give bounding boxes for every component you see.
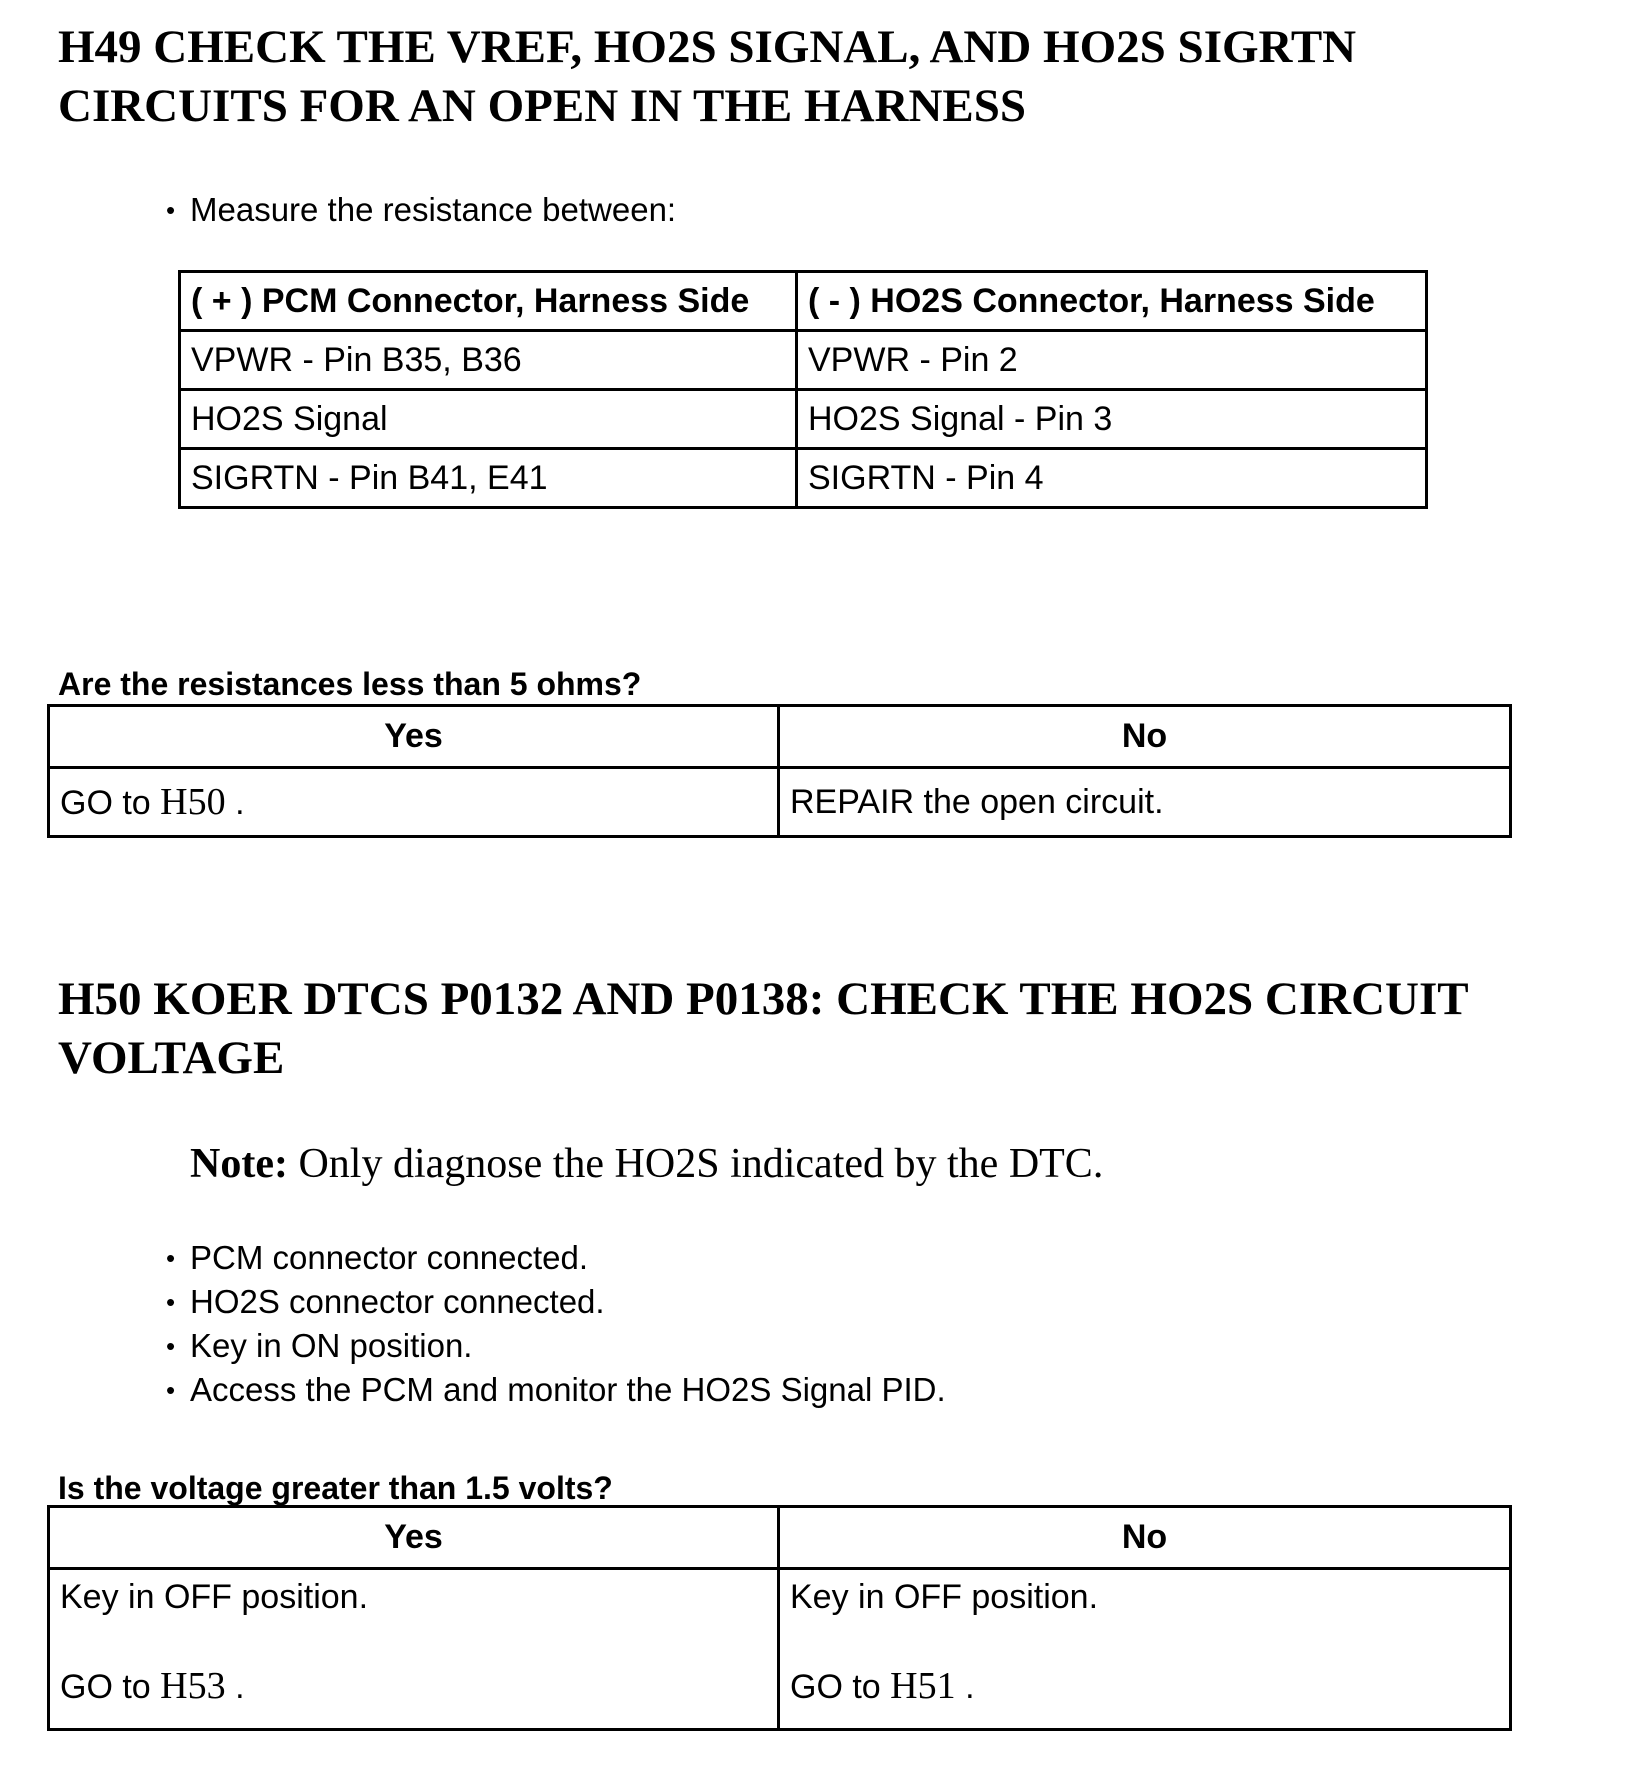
resistance-measurement-table: [178, 270, 1428, 509]
step-link-h53[interactable]: H53: [160, 1665, 226, 1707]
table-header-row: [180, 272, 1427, 331]
h50-result-table: [47, 1505, 1512, 1731]
bullet-icon: •: [166, 1375, 176, 1405]
table-cell: VPWR - Pin B35, B36: [180, 331, 797, 390]
table-cell: HO2S Signal: [180, 390, 797, 449]
h50-note: [190, 1140, 1103, 1188]
step-link-h50[interactable]: H50: [160, 781, 226, 823]
table-cell: SIGRTN - Pin B41, E41: [180, 449, 797, 508]
step-link-h51[interactable]: H51: [890, 1665, 956, 1707]
h50-heading-line2: VOLTAGE: [58, 1032, 285, 1084]
pcm-connector-header: ( + ) PCM Connector, Harness Side: [180, 272, 797, 331]
table-cell: SIGRTN - Pin 4: [797, 449, 1427, 508]
table-row: [180, 331, 1427, 390]
table-header-row: [49, 706, 1511, 768]
table-cell: VPWR - Pin 2: [797, 331, 1427, 390]
table-cell: HO2S Signal - Pin 3: [797, 390, 1427, 449]
yes-action-cell: Key in OFF position. GO to H53 .: [49, 1569, 779, 1730]
bullet-icon: •: [166, 1287, 176, 1317]
table-header-row: [49, 1507, 1511, 1569]
yes-header: Yes: [49, 1507, 779, 1569]
table-row: [49, 768, 1511, 837]
list-item: • Key in ON position.: [166, 1324, 946, 1368]
table-row: [49, 1569, 1511, 1730]
list-item: • HO2S connector connected.: [166, 1280, 946, 1324]
h49-heading-line1: H49 CHECK THE VREF, HO2S SIGNAL, AND HO2S SIGRTN: [58, 21, 1357, 73]
note-text: Only diagnose the HO2S indicated by the DTC.: [298, 1141, 1104, 1187]
yes-action-cell: GO to H50 .: [49, 768, 779, 837]
no-action-cell: REPAIR the open circuit.: [779, 768, 1511, 837]
h49-heading: [58, 18, 1618, 136]
bullet-icon: •: [166, 1331, 176, 1361]
h49-heading-line2: CIRCUITS FOR AN OPEN IN THE HARNESS: [58, 80, 1027, 132]
no-header: No: [779, 1507, 1511, 1569]
h49-question: Are the resistances less than 5 ohms?: [58, 666, 642, 702]
h50-question: Is the voltage greater than 1.5 volts?: [58, 1470, 613, 1506]
h50-heading: [58, 970, 1618, 1088]
h50-steps: [166, 1236, 946, 1412]
note-label: Note:: [190, 1141, 288, 1187]
h49-result-table: [47, 704, 1512, 838]
list-item: • PCM connector connected.: [166, 1236, 946, 1280]
ho2s-connector-header: ( - ) HO2S Connector, Harness Side: [797, 272, 1427, 331]
table-row: [180, 390, 1427, 449]
h49-instruction: • Measure the resistance between:: [166, 188, 676, 232]
h50-heading-line1: H50 KOER DTCS P0132 AND P0138: CHECK THE HO2S CIRCUIT: [58, 973, 1469, 1025]
bullet-icon: •: [166, 195, 176, 225]
yes-header: Yes: [49, 706, 779, 768]
list-item: • Access the PCM and monitor the HO2S Signal PID.: [166, 1368, 946, 1412]
no-header: No: [779, 706, 1511, 768]
bullet-icon: •: [166, 1243, 176, 1273]
table-row: [180, 449, 1427, 508]
no-action-cell: Key in OFF position. GO to H51 .: [779, 1569, 1511, 1730]
